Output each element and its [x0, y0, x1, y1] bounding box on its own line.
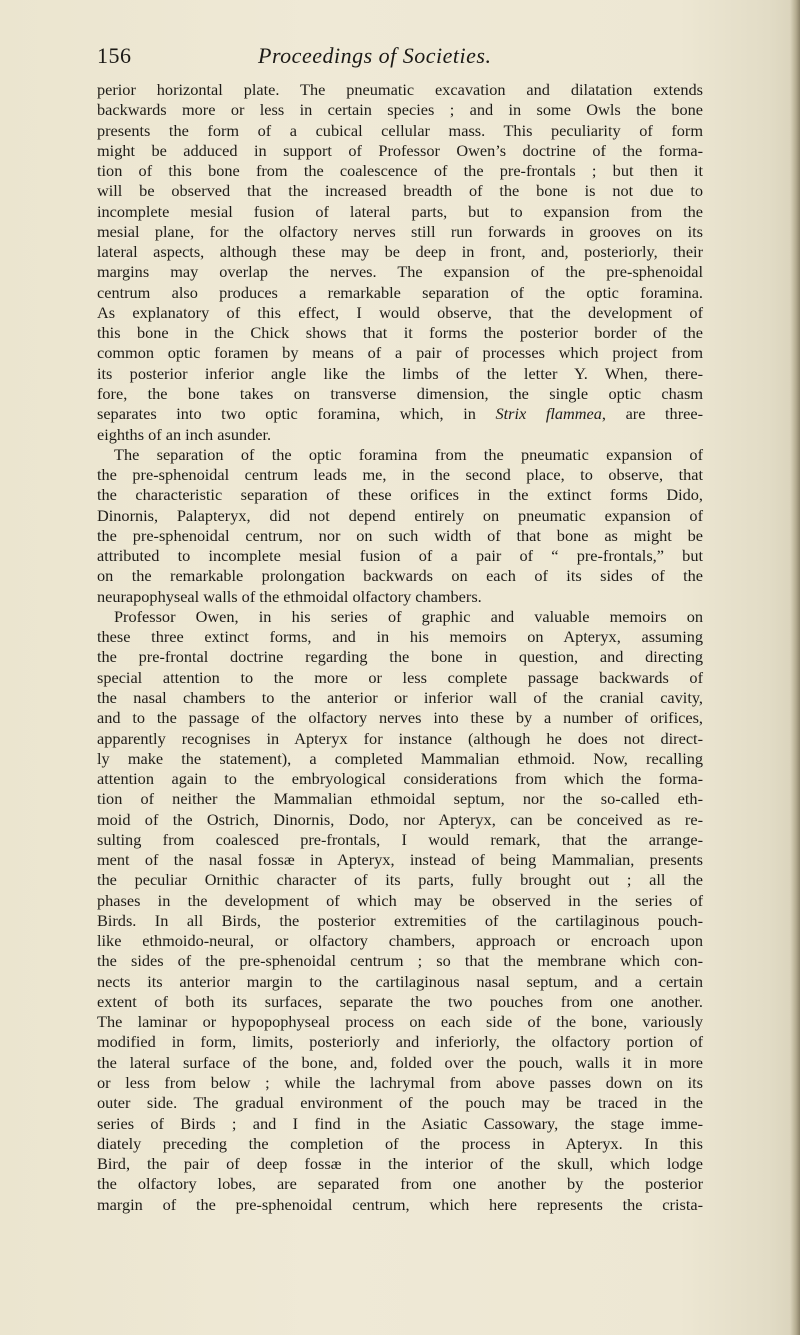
text-line: the lateral surface of the bone, and, folded over the pouch, walls it in more	[97, 1052, 703, 1072]
text-line: the pre-sphenoidal centrum leads me, in the second place, to observe, that	[97, 465, 703, 485]
text-line: presents the form of a cubical cellular mass. This peculiarity of form	[97, 120, 703, 140]
text-line: The laminar or hypopophyseal process on each side of the bone, variously	[97, 1012, 703, 1032]
text-line: the peculiar Ornithic character of its parts, fully brought out ; all the	[97, 870, 703, 890]
text-line: or less from below ; while the lachrymal from above passes down on its	[97, 1073, 703, 1093]
text-line: the sides of the pre-sphenoidal centrum ; so that the membrane which con-	[97, 951, 703, 971]
text-line: the olfactory lobes, are separated from one another by the posterior	[97, 1174, 703, 1194]
text-line: the characteristic separation of these orifices in the extinct forms Dido,	[97, 485, 703, 505]
text-line: perior horizontal plate. The pneumatic excavation and dilatation extends	[97, 80, 703, 99]
text-line: margins may overlap the nerves. The expansion of the pre-sphenoidal	[97, 262, 703, 282]
text-line: outer side. The gradual environment of the pouch may be traced in the	[97, 1093, 703, 1113]
text-line: common optic foramen by means of a pair of processes which project from	[97, 343, 703, 363]
text-line: mesial plane, for the olfactory nerves still run forwards in grooves on its	[97, 221, 703, 241]
text-line: series of Birds ; and I find in the Asiatic Cassowary, the stage imme-	[97, 1113, 703, 1133]
page-edge-shadow	[790, 0, 800, 1335]
text-line: fore, the bone takes on transverse dimension, the single optic chasm	[97, 383, 703, 403]
text-line: this bone in the Chick shows that it forms the posterior border of the	[97, 323, 703, 343]
text-line: will be observed that the increased breadth of the bone is not due to	[97, 181, 703, 201]
text-line: Birds. In all Birds, the posterior extremities of the cartilaginous pouch-	[97, 910, 703, 930]
text-line: extent of both its surfaces, separate the two pouches from one another.	[97, 991, 703, 1011]
text-line: diately preceding the completion of the process in Apteryx. In this	[97, 1133, 703, 1153]
text-line: phases in the development of which may be observed in the series of	[97, 890, 703, 910]
text-line: margin of the pre-sphenoidal centrum, which here represents the crista-	[97, 1194, 703, 1214]
text-line: on the remarkable prolongation backwards on each of its sides of the	[97, 566, 703, 586]
text-line: these three extinct forms, and in his memoirs on Apteryx, assuming	[97, 627, 703, 647]
page-header	[97, 43, 702, 83]
text-line: the pre-frontal doctrine regarding the bone in question, and directing	[97, 647, 703, 667]
running-title: Proceedings of Societies.	[258, 43, 492, 68]
text-line: Bird, the pair of deep fossæ in the interior of the skull, which lodge	[97, 1154, 703, 1174]
text-line: backwards more or less in certain species ; and in some Owls the bone	[97, 100, 703, 120]
text-line: eighths of an inch asunder.	[97, 424, 272, 444]
text-line: like ethmoido-neural, or olfactory chambers, approach or encroach upon	[97, 931, 703, 951]
text-line: tion of neither the Mammalian ethmoidal septum, nor the so-called eth-	[97, 789, 703, 809]
text-line: sulting from coalesced pre-frontals, I would remark, that the arrange-	[97, 829, 703, 849]
text-line: apparently recognises in Apteryx for instance (although he does not direct-	[97, 728, 703, 748]
text-line: ment of the nasal fossæ in Apteryx, instead of being Mammalian, presents	[97, 850, 703, 870]
text-line: might be adduced in support of Professor Owen’s doctrine of the forma-	[97, 140, 703, 160]
text-line: special attention to the more or less complete passage backwards of	[97, 667, 703, 687]
text-line: the nasal chambers to the anterior or inferior wall of the cranial cavity,	[97, 687, 703, 707]
text-line: its posterior inferior angle like the limbs of the letter Y. When, there-	[97, 363, 703, 383]
body-text	[97, 80, 703, 1215]
text-line: ly make the statement), a completed Mammalian ethmoid. Now, recalling	[97, 748, 703, 768]
text-line: nects its anterior margin to the cartilaginous nasal septum, and a certain	[97, 971, 703, 991]
text-line: lateral aspects, although these may be deep in front, and, posteriorly, their	[97, 242, 703, 262]
text-line: neurapophyseal walls of the ethmoidal olfactory chambers.	[97, 586, 482, 606]
page-number: 156	[97, 43, 132, 68]
text-line: separates into two optic foramina, which, in Strix flammea, are three-	[97, 404, 703, 424]
text-line: centrum also produces a remarkable separation of the optic foramina.	[97, 282, 703, 302]
text-line: moid of the Ostrich, Dinornis, Dodo, nor Apteryx, can be conceived as re-	[97, 809, 703, 829]
text-line: Professor Owen, in his series of graphic and valuable memoirs on	[114, 606, 703, 626]
text-line: and to the passage of the olfactory nerves into these by a number of orifices,	[97, 708, 703, 728]
text-line: tion of this bone from the coalescence of the pre-frontals ; but then it	[97, 161, 703, 181]
text-line: attention again to the embryological considerations from which the forma-	[97, 769, 703, 789]
text-line: incomplete mesial fusion of lateral parts, but to expansion from the	[97, 201, 703, 221]
species-name: Strix flammea	[495, 404, 602, 424]
text-line: modified in form, limits, posteriorly and inferiorly, the olfactory portion of	[97, 1032, 703, 1052]
text-line: As explanatory of this effect, I would observe, that the development of	[97, 302, 703, 322]
text-line: attributed to incomplete mesial fusion of a pair of “ pre-frontals,” but	[97, 546, 703, 566]
text-line: Dinornis, Palapteryx, did not depend entirely on pneumatic expansion of	[97, 505, 703, 525]
text-line: The separation of the optic foramina from the pneumatic expansion of	[114, 444, 703, 464]
text-line: the pre-sphenoidal centrum, nor on such width of that bone as might be	[97, 525, 703, 545]
